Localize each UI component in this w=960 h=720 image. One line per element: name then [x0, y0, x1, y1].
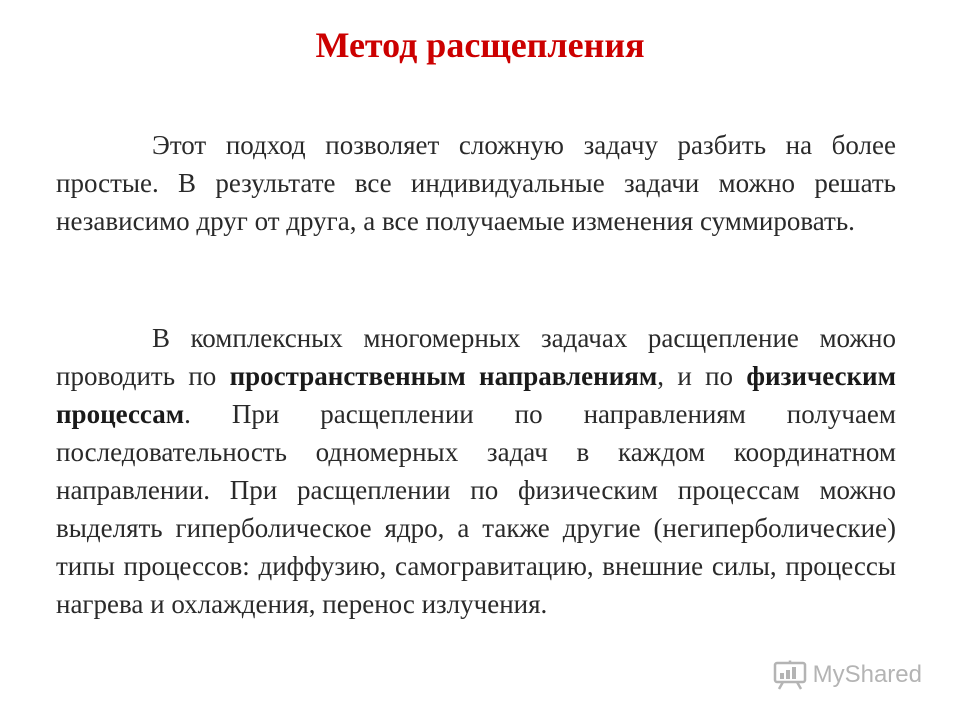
- bold-term-spatial-directions: пространственным направлениям: [229, 361, 658, 391]
- watermark-text: MyShared: [812, 661, 922, 688]
- slide-title: Метод расщепления: [315, 25, 645, 65]
- bold-term-physical-processes: физическим процессам: [56, 361, 897, 429]
- paragraph-details-text-1: В комплексных многомерных задачах расщепление можно проводить по: [56, 323, 896, 391]
- paragraph-details-text-3: . При расщеплении по направлениям получаем последовательность одномерных задач в каждом координатном направлении. При расщеплении по физическим процессам можно выделять гиперболическое ядро, а также другие (негиперболические) типы процессов: диффузию, самогравитацию, внешние силы, процессы нагрева и охлаждения, перенос излучения.: [56, 399, 896, 619]
- myshared-watermark: [773, 660, 922, 690]
- paragraph-details-text-2: , и по: [657, 361, 747, 391]
- paragraph-details: [56, 319, 896, 623]
- paragraph-intro: Этот подход позволяет сложную задачу разбить на более простые. В результате все индивидуальные задачи можно решать независимо друг от друга, а все получаемые изменения суммировать.: [56, 130, 896, 236]
- presentation-board-icon: [773, 660, 807, 690]
